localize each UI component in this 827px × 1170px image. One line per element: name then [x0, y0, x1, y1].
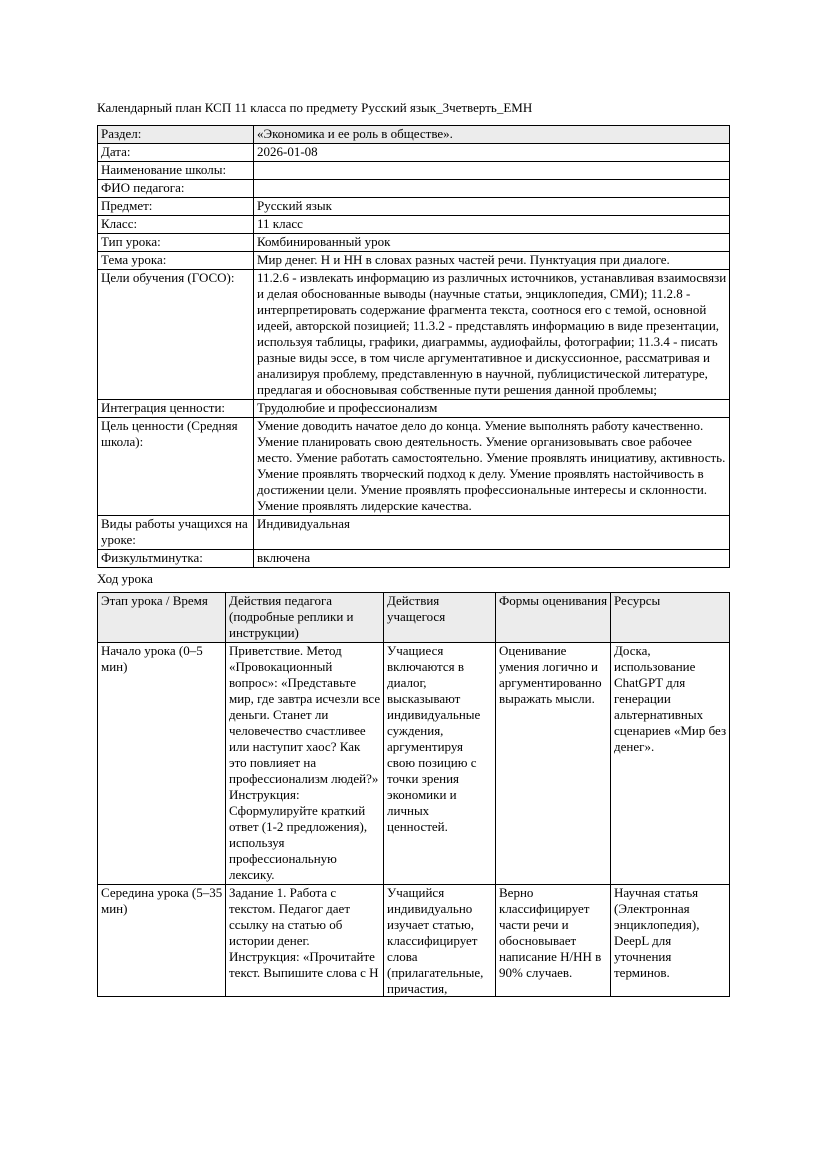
student-actions-cell: Учащиеся включаются в диалог, высказывают индивидуальные суждения, аргументируя свою позицию с точки зрения экономики и личных ценностей. — [384, 643, 496, 885]
table-row — [98, 270, 730, 400]
resources-cell: Научная статья (Электронная энциклопедия), DeepL для уточнения терминов. — [611, 885, 730, 997]
student-actions-cell: Учащийся индивидуально изучает статью, классифицирует слова (прилагательные, причастия, — [384, 885, 496, 997]
column-header-assessment: Формы оценивания — [496, 593, 611, 643]
stage-cell: Начало урока (0–5 мин) — [98, 643, 226, 885]
table-row — [98, 126, 730, 144]
page-title: Календарный план КСП 11 класса по предмету Русский язык_3четверть_ЕМН — [97, 100, 533, 115]
table-row — [98, 885, 730, 997]
table-row — [98, 252, 730, 270]
lesson-info-table — [97, 125, 730, 568]
info-row-label: Класс: — [98, 216, 254, 234]
info-row-label: Виды работы учащихся на уроке: — [98, 516, 254, 550]
table-row — [98, 180, 730, 198]
table-row — [98, 400, 730, 418]
lesson-flow-heading: Ход урока — [97, 571, 153, 586]
assessment-cell: Верно классифицирует части речи и обосновывает написание Н/НН в 90% случаев. — [496, 885, 611, 997]
lesson-flow-table — [97, 592, 730, 997]
teacher-actions-cell: Задание 1. Работа с текстом. Педагог дает ссылку на статью об истории денег. Инструкция: «Прочитайте текст. Выпишите слова с Н — [226, 885, 384, 997]
document-page — [97, 100, 729, 997]
column-header-stage: Этап урока / Время — [98, 593, 226, 643]
info-row-value: 11.2.6 - извлекать информацию из различных источников, устанавливая взаимосвязи и делая обоснованные выводы (научные статьи, энциклопедия, СМИ); 11.2.8 - интерпретировать содержание фрагмента текста, соотнося его с темой, основной идеей, авторской позицией; 11.3.2 - представлять информацию в виде презентации, используя таблицы, графики, диаграммы, аудиофайлы, фотографии; 11.3.4 - писать разные виды эссе, в том числе аргументативное и дискуссионное, рассматривая и анализируя проблему, представленную в научной, публицистической литературе, предлагая и обосновывая собственные пути решения данной проблемы; — [254, 270, 730, 400]
table-row — [98, 418, 730, 516]
column-header-teacher-actions: Действия педагога (подробные реплики и инструкции) — [226, 593, 384, 643]
info-row-label: ФИО педагога: — [98, 180, 254, 198]
info-row-label: Раздел: — [98, 126, 254, 144]
assessment-cell: Оценивание умения логично и аргументированно выражать мысли. — [496, 643, 611, 885]
table-row — [98, 144, 730, 162]
info-row-value: «Экономика и ее роль в обществе». — [254, 126, 730, 144]
table-row — [98, 643, 730, 885]
column-header-student-actions: Действия учащегося — [384, 593, 496, 643]
info-row-label: Цель ценности (Средняя школа): — [98, 418, 254, 516]
info-row-value: 11 класс — [254, 216, 730, 234]
table-row — [98, 216, 730, 234]
info-row-value: Умение доводить начатое дело до конца. Умение выполнять работу качественно. Умение планировать свою деятельность. Умение организовывать свое рабочее место. Умение работать самостоятельно. Умение проявлять инициативу, активность. Умение проявлять творческий подход к делу. Умение проявлять настойчивость в достижении цели. Умение проявлять профессиональные интересы и склонности. Умение проявлять лидерские качества. — [254, 418, 730, 516]
info-row-label: Физкультминутка: — [98, 550, 254, 568]
table-row — [98, 516, 730, 550]
info-row-label: Наименование школы: — [98, 162, 254, 180]
info-row-label: Предмет: — [98, 198, 254, 216]
info-row-label: Интеграция ценности: — [98, 400, 254, 418]
table-row — [98, 198, 730, 216]
stage-cell: Середина урока (5–35 мин) — [98, 885, 226, 997]
table-row — [98, 162, 730, 180]
info-row-label: Цели обучения (ГОСО): — [98, 270, 254, 400]
info-row-value: Индивидуальная — [254, 516, 730, 550]
info-row-label: Тема урока: — [98, 252, 254, 270]
info-row-value: Мир денег. Н и НН в словах разных частей речи. Пунктуация при диалоге. — [254, 252, 730, 270]
table-row — [98, 550, 730, 568]
info-row-label: Дата: — [98, 144, 254, 162]
resources-cell: Доска, использование ChatGPT для генерации альтернативных сценариев «Мир без денег». — [611, 643, 730, 885]
teacher-actions-cell: Приветствие. Метод «Провокационный вопрос»: «Представьте мир, где завтра исчезли все деньги. Станет ли человечество счастливее или наступит хаос? Как это повлияет на профессионализм людей?» Инструкция: Сформулируйте краткий ответ (1-2 предложения), используя профессиональную лексику. — [226, 643, 384, 885]
column-header-resources: Ресурсы — [611, 593, 730, 643]
info-row-value — [254, 162, 730, 180]
table-header-row — [98, 593, 730, 643]
info-row-value: Комбинированный урок — [254, 234, 730, 252]
info-row-value: 2026-01-08 — [254, 144, 730, 162]
info-row-value: Русский язык — [254, 198, 730, 216]
table-row — [98, 234, 730, 252]
info-row-value: Трудолюбие и профессионализм — [254, 400, 730, 418]
info-row-value — [254, 180, 730, 198]
info-row-label: Тип урока: — [98, 234, 254, 252]
info-row-value: включена — [254, 550, 730, 568]
